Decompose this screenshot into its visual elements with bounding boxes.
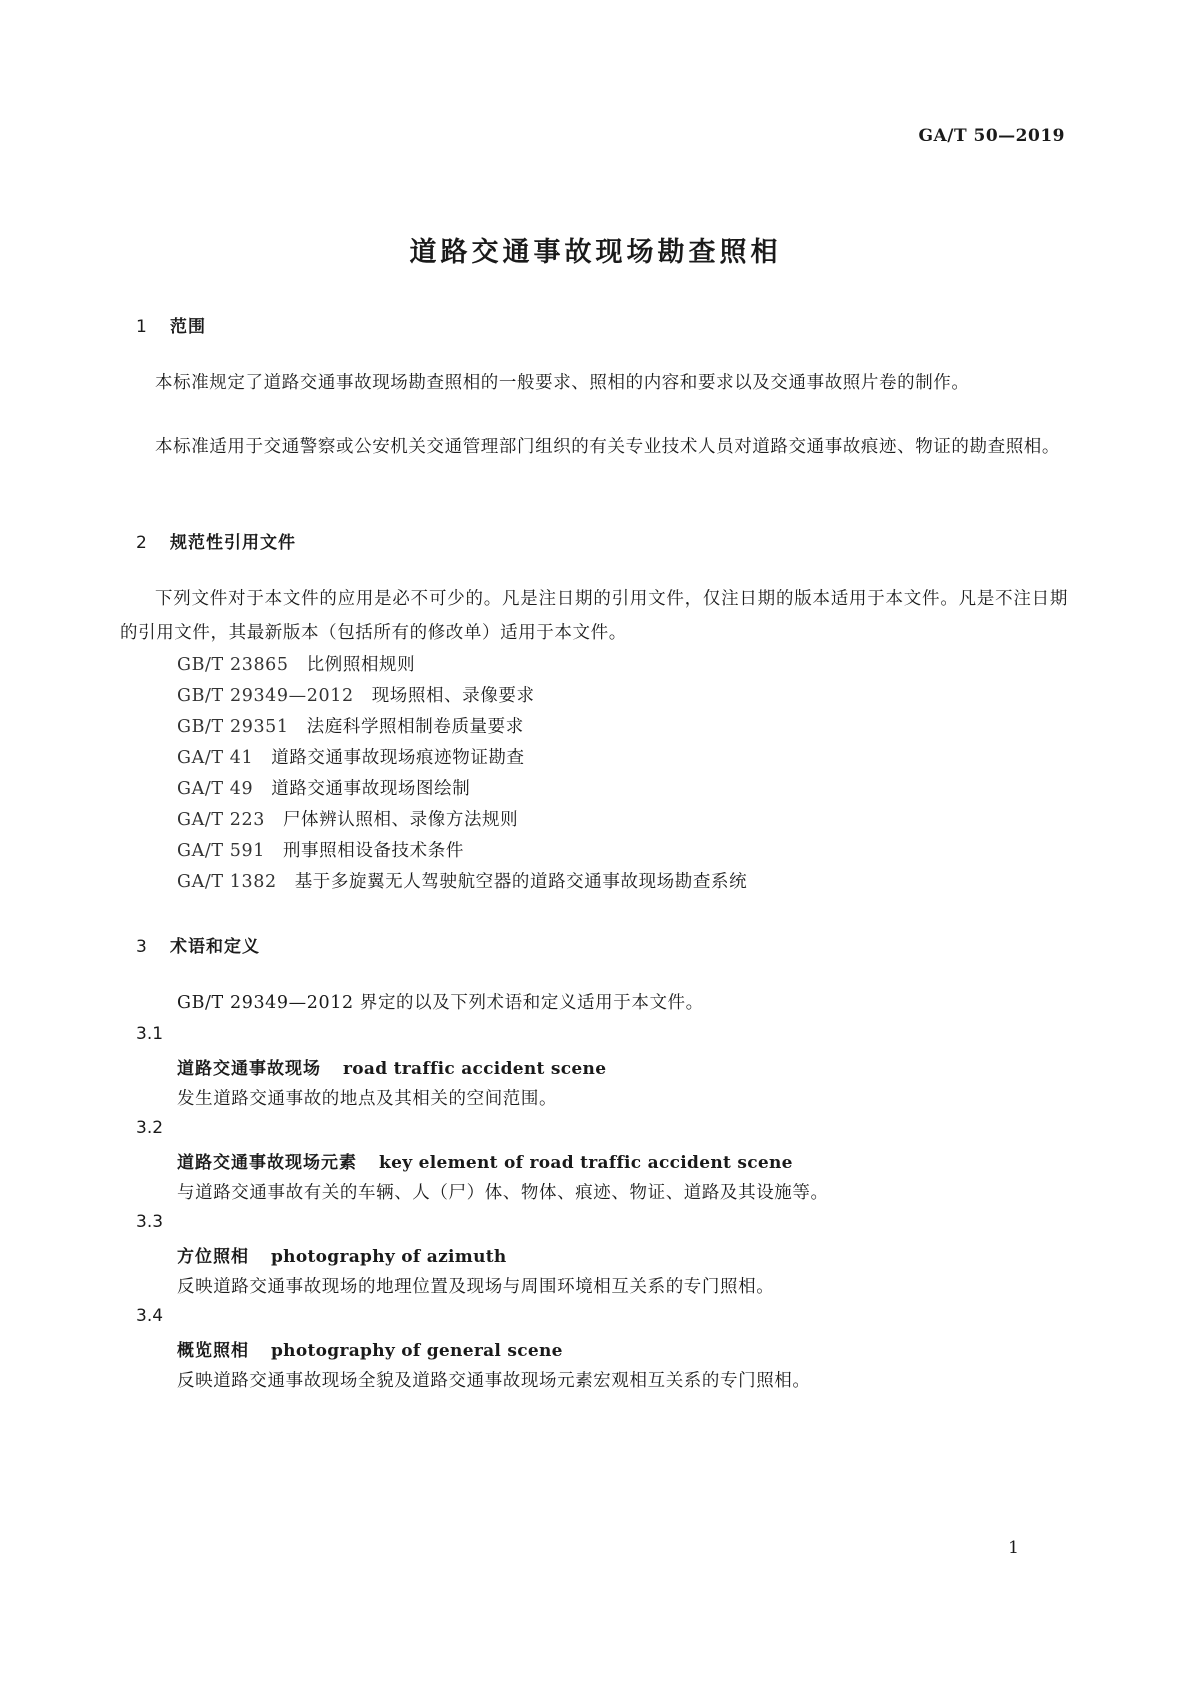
reference-code: GA/T 1382 [177,872,277,892]
scope-paragraph-1: 本标准规定了道路交通事故现场勘查照相的一般要求、照相的内容和要求以及交通事故照片卷的制作。 [155,373,970,393]
term-zh: 概览照相 [177,1341,249,1361]
reference-code: GA/T 223 [177,810,265,830]
terms-intro: GB/T 29349—2012 界定的以及下列术语和定义适用于本文件。 [177,993,704,1013]
reference-code: GB/T 29349—2012 [177,686,354,706]
term-en: road traffic accident scene [343,1059,607,1079]
reference-code: GA/T 591 [177,841,265,861]
reference-title: 比例照相规则 [306,655,416,675]
reference-code: GB/T 23865 [177,655,289,675]
reference-title: 法庭科学照相制卷质量要求 [306,717,524,737]
reference-item [177,868,747,893]
clause-number: 3.2 [136,1118,164,1138]
term-en: key element of road traffic accident scene [379,1153,793,1173]
reference-item [177,806,518,831]
reference-title: 道路交通事故现场图绘制 [271,779,471,799]
scope-paragraph-2: 本标准适用于交通警察或公安机关交通管理部门组织的有关专业技术人员对道路交通事故痕迹、物证的勘查照相。 [155,437,1060,457]
section-title: 规范性引用文件 [170,533,296,553]
term-heading [177,1242,507,1267]
term-en: photography of azimuth [271,1247,507,1267]
reference-title: 现场照相、录像要求 [371,686,535,706]
reference-item [177,744,525,769]
section-1-heading [136,312,206,337]
reference-code: GA/T 41 [177,748,254,768]
section-title: 术语和定义 [170,937,260,957]
reference-code: GA/T 49 [177,779,254,799]
page-number: 1 [1008,1538,1019,1558]
reference-item [177,682,535,707]
term-heading [177,1054,606,1079]
references-intro-paragraph: 下列文件对于本文件的应用是必不可少的。凡是注日期的引用文件，仅注日期的版本适用于本文件。凡是不注日期的引用文件，其最新版本（包括所有的修改单）适用于本文件。 [120,589,1068,643]
term-en: photography of general scene [271,1341,563,1361]
term-definition: 与道路交通事故有关的车辆、人（尸）体、物体、痕迹、物证、道路及其设施等。 [177,1183,829,1203]
reference-item [177,837,464,862]
clause-number: 3.3 [136,1212,164,1232]
reference-item [177,713,524,738]
standard-code: GA/T 50—2019 [918,126,1065,146]
section-3-heading [136,932,260,957]
term-zh: 方位照相 [177,1247,249,1267]
section-number: 1 [136,317,148,337]
clause-number: 3.4 [136,1306,164,1326]
term-heading [177,1336,563,1361]
document-title: 道路交通事故现场勘查照相 [409,237,782,268]
term-zh: 道路交通事故现场元素 [177,1153,357,1173]
section-number: 2 [136,533,148,553]
reference-code: GB/T 29351 [177,717,289,737]
section-title: 范围 [170,317,206,337]
reference-title: 刑事照相设备技术条件 [282,841,464,861]
term-definition: 反映道路交通事故现场的地理位置及现场与周围环境相互关系的专门照相。 [177,1277,775,1297]
term-definition: 反映道路交通事故现场全貌及道路交通事故现场元素宏观相互关系的专门照相。 [177,1371,811,1391]
reference-title: 尸体辨认照相、录像方法规则 [282,810,519,830]
section-2-heading [136,528,296,553]
clause-number: 3.1 [136,1024,164,1044]
reference-title: 道路交通事故现场痕迹物证勘查 [271,748,525,768]
section-number: 3 [136,937,148,957]
reference-title: 基于多旋翼无人驾驶航空器的道路交通事故现场勘查系统 [294,872,748,892]
term-definition: 发生道路交通事故的地点及其相关的空间范围。 [177,1089,558,1109]
term-zh: 道路交通事故现场 [177,1059,321,1079]
reference-item [177,651,415,676]
term-heading [177,1148,793,1173]
reference-item [177,775,470,800]
